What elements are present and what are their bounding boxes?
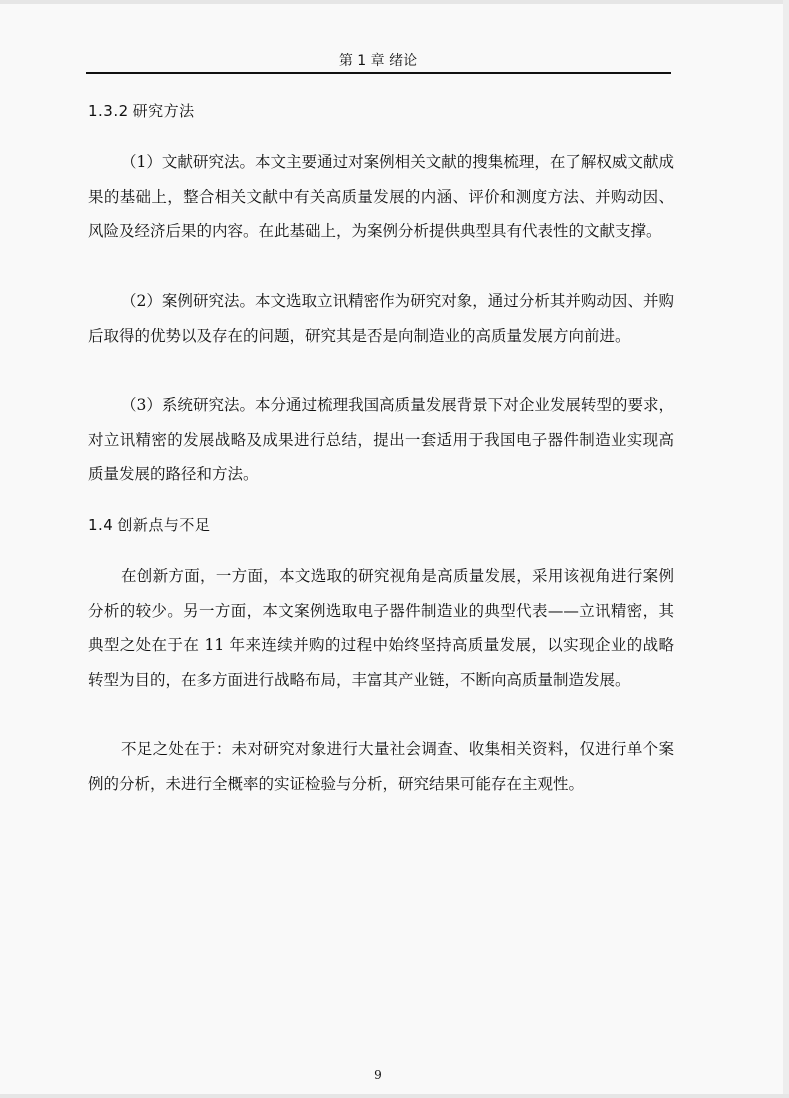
page-top-edge (0, 0, 789, 4)
paragraph-case-method: （2）案例研究法。本文选取立讯精密作为研究对象，通过分析其并购动因、并购后取得的优势以及存在的问题，研究其是否是向制造业的高质量发展方向前进。 (88, 292, 674, 345)
header-rule (86, 72, 671, 74)
section-heading-1-4 (88, 514, 210, 535)
page-bottom-edge (0, 1094, 789, 1098)
section-heading-1-3-2 (88, 100, 195, 121)
running-header: 第 1 章 绪论 (338, 53, 418, 69)
section-number: 1.3.2 (88, 102, 129, 120)
section-title: 创新点与不足 (117, 516, 211, 534)
paragraph-innovation: 在创新方面，一方面，本文选取的研究视角是高质量发展，采用该视角进行案例分析的较少。另一方面，本文案例选取电子器件制造业的典型代表——立讯精密，其典型之处在于在 11 年来连续并购的过程中始终坚持高质量发展，以实现企业的战略转型为目的，在多方面进行战略布局，丰富其产业链，不断向高质量制造发展。 (88, 567, 674, 690)
paragraph-limitations: 不足之处在于：未对研究对象进行大量社会调查、收集相关资料，仅进行单个案例的分析，未进行全概率的实证检验与分析，研究结果可能存在主观性。 (88, 740, 674, 793)
section-title: 研究方法 (132, 102, 195, 120)
page-right-edge (783, 0, 789, 1098)
page-number: 9 (374, 1068, 382, 1082)
paragraph-system-method: （3）系统研究法。本分通过梳理我国高质量发展背景下对企业发展转型的要求，对立讯精密的发展战略及成果进行总结，提出一套适用于我国电子器件制造业实现高质量发展的路径和方法。 (88, 396, 674, 484)
paragraph-literature-method: （1）文献研究法。本文主要通过对案例相关文献的搜集梳理，在了解权威文献成果的基础上，整合相关文献中有关高质量发展的内涵、评价和测度方法、并购动因、风险及经济后果的内容。在此基础上，为案例分析提供典型具有代表性的文献支撑。 (88, 153, 674, 241)
section-number: 1.4 (88, 516, 114, 534)
